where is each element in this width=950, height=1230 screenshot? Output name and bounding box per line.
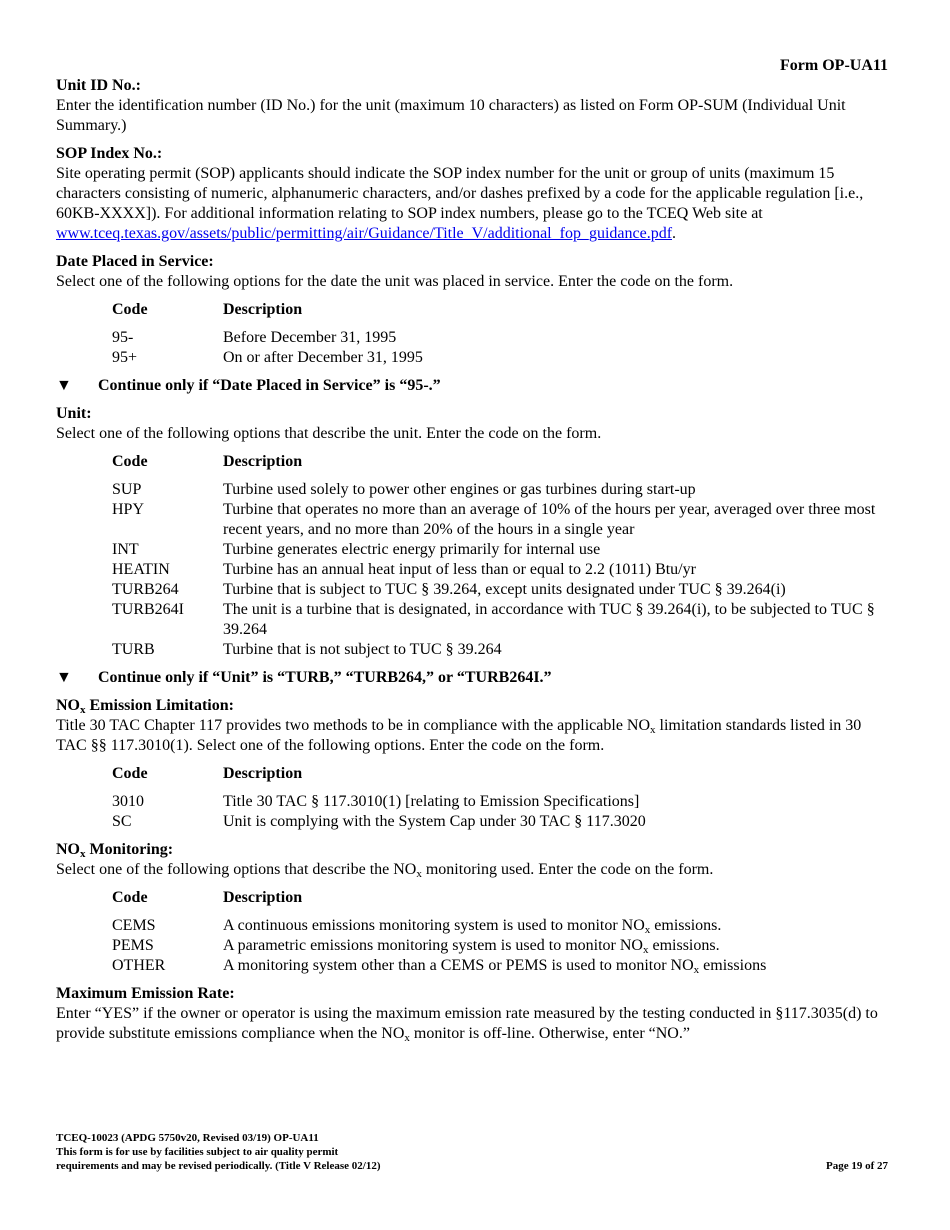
- code-cell: INT: [112, 541, 139, 558]
- continue-instruction-text: Continue only if “Unit” is “TURB,” “TURB264,” or “TURB264I.”: [98, 669, 552, 686]
- table-row: [112, 600, 888, 640]
- unit-id-text: Enter the identification number (ID No.) for the unit (maximum 10 characters) as listed on Form OP-SUM (Individual Unit Summary.): [56, 97, 846, 134]
- subscript: x: [416, 868, 422, 880]
- code-cell: SUP: [112, 481, 142, 498]
- code-cell: 3010: [112, 793, 144, 810]
- sop-index-text-end: .: [672, 225, 677, 242]
- description-cell: Unit is complying with the System Cap under 30 TAC § 117.3020: [223, 813, 646, 830]
- description-column-header: Description: [223, 301, 303, 318]
- date-placed-section: [56, 252, 888, 368]
- document-body: [56, 76, 888, 1044]
- unit-text: Select one of the following options that describe the unit. Enter the code on the form.: [56, 425, 602, 442]
- unit-id-heading: Unit ID No.:: [56, 77, 141, 94]
- code-column-header: Code: [112, 453, 148, 470]
- table-header-row: [112, 764, 888, 792]
- sop-index-section: [56, 144, 888, 244]
- nox-monitoring-text: [56, 860, 888, 880]
- table-row: [112, 540, 888, 560]
- nox-monitoring-code-table: [112, 888, 888, 976]
- table-row: [112, 640, 888, 660]
- nox-monitoring-section: [56, 840, 888, 976]
- description-column-header: Description: [223, 453, 303, 470]
- text-part: emissions.: [648, 937, 720, 954]
- description-cell: [223, 916, 888, 936]
- code-cell: SC: [112, 813, 132, 830]
- table-header-row: [112, 452, 888, 480]
- sop-index-text-body: Site operating permit (SOP) applicants should indicate the SOP index number for the unit or group of units (maximum 15 characters consisting of numeric, alphanumeric characters, and/or dashes prefixed by a code for the applicable regulation [i.e., 60KB-XXXX]). For additional information relating to SOP index numbers, please go to the TCEQ Web site at: [56, 165, 864, 222]
- code-cell: 95+: [112, 349, 138, 366]
- continue-instruction-unit: [56, 668, 888, 688]
- description-cell: Turbine that operates no more than an average of 10% of the hours per year, averaged over three most recent years, and no more than 20% of the hours in a single year: [223, 501, 876, 538]
- text-part: A continuous emissions monitoring system is used to monitor NO: [223, 917, 645, 934]
- table-row: [112, 348, 888, 368]
- table-header-row: [112, 300, 888, 328]
- code-column-header: Code: [112, 889, 148, 906]
- subscript: x: [80, 848, 86, 860]
- nox-monitoring-heading: [56, 840, 888, 860]
- code-cell: PEMS: [112, 937, 154, 954]
- description-cell: [223, 936, 888, 956]
- nox-emission-code-table: [112, 764, 888, 832]
- max-emission-heading: Maximum Emission Rate:: [56, 985, 235, 1002]
- code-cell: OTHER: [112, 957, 166, 974]
- subscript: x: [642, 944, 649, 956]
- code-column-header: Code: [112, 765, 148, 782]
- heading-part: NO: [56, 841, 80, 858]
- description-cell: Turbine generates electric energy primarily for internal use: [223, 541, 601, 558]
- continue-instruction-text: Continue only if “Date Placed in Service” is “95-.”: [98, 377, 441, 394]
- max-emission-section: [56, 984, 888, 1044]
- date-placed-code-table: [112, 300, 888, 368]
- text-part: Title 30 TAC Chapter 117 provides two methods to be in compliance with the applicable NO: [56, 717, 651, 734]
- subscript: x: [404, 1032, 410, 1044]
- nox-emission-section: [56, 696, 888, 832]
- code-cell: 95-: [112, 329, 134, 346]
- text-part: limitation standards listed in 30 TAC §§ 117.3010(1). Select one of the following options. Enter the code on the form.: [56, 717, 862, 754]
- code-cell: TURB264I: [112, 601, 184, 618]
- table-row: [112, 480, 888, 500]
- date-placed-heading: Date Placed in Service:: [56, 253, 214, 270]
- unit-code-table: [112, 452, 888, 660]
- max-emission-text: [56, 1004, 888, 1044]
- description-cell: Turbine that is subject to TUC § 39.264, except units designated under TUC § 39.264(i): [223, 581, 786, 598]
- subscript: x: [80, 704, 86, 716]
- description-cell: Turbine has an annual heat input of less than or equal to 2.2 (1011) Btu/yr: [223, 561, 696, 578]
- footer-line-revision: requirements and may be revised periodically. (Title V Release 02/12): [56, 1160, 381, 1172]
- date-placed-text: Select one of the following options for the date the unit was placed in service. Enter the code on the form.: [56, 273, 734, 290]
- text-part: emissions.: [650, 917, 722, 934]
- unit-id-section: [56, 76, 888, 136]
- description-cell: The unit is a turbine that is designated, in accordance with TUC § 39.264(i), to be subjected to TUC § 39.264: [223, 601, 875, 638]
- code-cell: CEMS: [112, 917, 156, 934]
- table-row: [112, 812, 888, 832]
- text-part: emissions: [699, 957, 767, 974]
- tceq-guidance-link[interactable]: www.tceq.texas.gov/assets/public/permitting/air/Guidance/Title_V/additional_fop_guidance.pdf: [56, 225, 673, 242]
- heading-part: NO: [56, 697, 80, 714]
- description-cell: Before December 31, 1995: [223, 329, 397, 346]
- down-triangle-icon: ▼: [56, 669, 72, 686]
- text-part: A monitoring system other than a CEMS or PEMS is used to monitor NO: [223, 957, 694, 974]
- unit-section: [56, 404, 888, 660]
- subscript: x: [693, 964, 700, 976]
- table-row: [112, 916, 888, 936]
- code-cell: HEATIN: [112, 561, 170, 578]
- unit-heading: Unit:: [56, 405, 92, 422]
- table-row: [112, 580, 888, 600]
- table-row: [112, 500, 888, 540]
- table-row: [112, 956, 888, 976]
- code-cell: HPY: [112, 501, 145, 518]
- text-part: A parametric emissions monitoring system is used to monitor NO: [223, 937, 643, 954]
- form-id: Form OP-UA11: [780, 57, 888, 74]
- description-cell: On or after December 31, 1995: [223, 349, 423, 366]
- description-cell: [223, 956, 888, 976]
- footer-info: [56, 1131, 576, 1173]
- continue-instruction-date: [56, 376, 888, 396]
- subscript: x: [650, 724, 656, 736]
- text-part: Select one of the following options that describe the NO: [56, 861, 417, 878]
- down-triangle-icon: ▼: [56, 377, 72, 394]
- description-cell: Turbine used solely to power other engines or gas turbines during start-up: [223, 481, 696, 498]
- heading-part: Emission Limitation:: [85, 697, 234, 714]
- description-cell: Title 30 TAC § 117.3010(1) [relating to Emission Specifications]: [223, 793, 640, 810]
- table-row: [112, 936, 888, 956]
- page-number: Page 19 of 27: [825, 1160, 888, 1172]
- table-row: [112, 560, 888, 580]
- table-header-row: [112, 888, 888, 916]
- code-column-header: Code: [112, 301, 148, 318]
- description-column-header: Description: [223, 765, 303, 782]
- heading-part: Monitoring:: [85, 841, 174, 858]
- text-part: Enter “YES” if the owner or operator is using the maximum emission rate measured by the testing conducted in §117.3035(d) to provide substitute emissions compliance when the NO: [56, 1005, 878, 1042]
- text-part: monitor is off-line. Otherwise, enter “NO.”: [409, 1025, 690, 1042]
- table-row: [112, 792, 888, 812]
- sop-index-heading: SOP Index No.:: [56, 145, 163, 162]
- subscript: x: [644, 924, 651, 936]
- nox-emission-text: [56, 716, 888, 756]
- footer-line-form-number: TCEQ-10023 (APDG 5750v20, Revised 03/19) OP-UA11: [56, 1132, 319, 1144]
- code-cell: TURB: [112, 641, 155, 658]
- description-column-header: Description: [223, 889, 303, 906]
- sop-index-text: [56, 164, 888, 244]
- code-cell: TURB264: [112, 581, 179, 598]
- description-cell: Turbine that is not subject to TUC § 39.264: [223, 641, 502, 658]
- nox-emission-heading: [56, 696, 888, 716]
- text-part: monitoring used. Enter the code on the form.: [421, 861, 714, 878]
- footer-line-usage: This form is for use by facilities subject to air quality permit: [56, 1146, 339, 1158]
- table-row: [112, 328, 888, 348]
